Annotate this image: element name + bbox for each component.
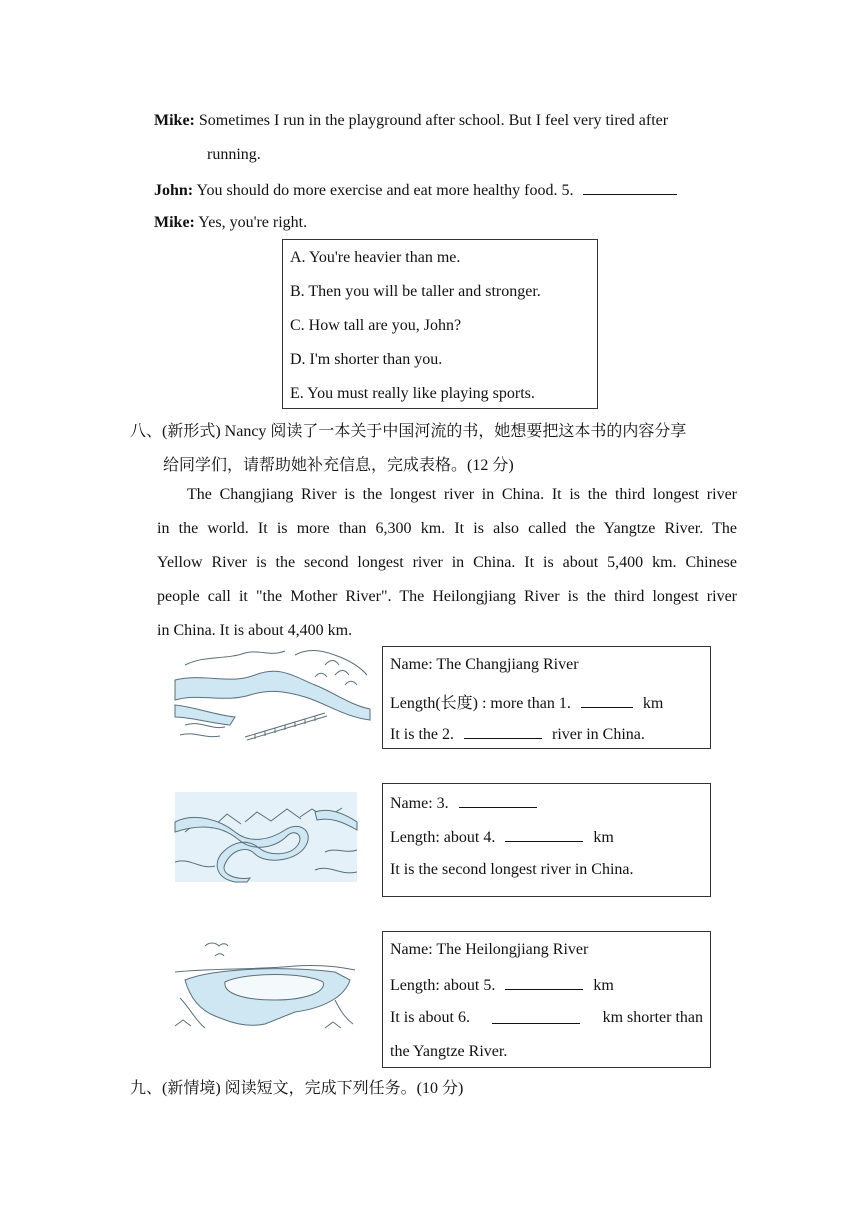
section-8-heading: 八、(新形式) Nancy 阅读了一本关于中国河流的书，她想要把这本书的内容分享 — [130, 423, 687, 440]
answer-blank-5[interactable] — [505, 975, 583, 990]
dialogue-text: Yes, you're right. — [198, 214, 308, 231]
dialogue-text: You should do more exercise and eat more healthy food. 5. — [196, 182, 574, 199]
dialogue-text: Sometimes I run in the playground after school. But I feel very tired after — [198, 112, 669, 129]
answer-blank-3[interactable] — [459, 793, 537, 808]
heilongjiang-illustration — [175, 938, 355, 1033]
answer-blank-4[interactable] — [505, 827, 583, 842]
passage-line: in the world. It is more than 6,300 km. It is also called the Yangtze River. The — [157, 520, 737, 537]
card-length: Length: about 4. km — [390, 829, 614, 846]
passage-line: people call it "the Mother River". The Heilongjiang River is the third longest river — [157, 588, 737, 605]
river-card-heilongjiang — [382, 931, 711, 1068]
changjiang-illustration — [175, 645, 370, 740]
passage-line: The Changjiang River is the longest river in China. It is the third longest river — [187, 486, 737, 503]
answer-blank-2[interactable] — [464, 724, 542, 739]
card-name: Name: The Heilongjiang River — [390, 941, 589, 958]
answer-blank-1[interactable] — [581, 693, 633, 708]
speaker-mike: Mike: — [154, 112, 195, 129]
option-b: B. Then you will be taller and stronger. — [290, 283, 541, 300]
option-c: C. How tall are you, John? — [290, 317, 462, 334]
card-length: Length: about 5. km — [390, 977, 614, 994]
card-name: Name: 3. — [390, 793, 537, 813]
yellow-river-illustration — [175, 792, 357, 882]
dialogue-line-1 — [154, 112, 668, 130]
passage-line: in China. It is about 4,400 km. — [157, 622, 353, 639]
speaker-john: John: — [154, 182, 194, 199]
card-rank: It is the second longest river in China. — [390, 861, 634, 878]
section-8-heading-cont: 给同学们，请帮助她补充信息，完成表格。(12 分) — [163, 457, 514, 474]
card-difference-cont: the Yangtze River. — [390, 1043, 508, 1060]
dialogue-line-2 — [154, 180, 677, 200]
answer-blank-6[interactable] — [492, 1009, 580, 1024]
speaker-mike: Mike: — [154, 214, 195, 231]
river-card-changjiang — [382, 646, 711, 749]
river-card-yellow — [382, 783, 711, 897]
card-name: Name: The Changjiang River — [390, 656, 579, 673]
section-9-heading: 九、(新情境) 阅读短文，完成下列任务。(10 分) — [130, 1080, 464, 1097]
card-length: Length(长度) : more than 1. km — [390, 695, 664, 712]
answer-blank-5[interactable] — [583, 180, 677, 195]
option-e: E. You must really like playing sports. — [290, 385, 535, 402]
option-a: A. You're heavier than me. — [290, 249, 461, 266]
dialogue-line-3 — [154, 214, 307, 232]
dialogue-line-1-cont: running. — [207, 146, 261, 163]
option-d: D. I'm shorter than you. — [290, 351, 443, 368]
card-difference: It is about 6. km shorter than — [390, 1009, 703, 1026]
passage-line: Yellow River is the second longest river in China. It is about 5,400 km. Chinese — [157, 554, 737, 571]
options-box — [282, 239, 598, 409]
card-rank: It is the 2. river in China. — [390, 726, 645, 743]
